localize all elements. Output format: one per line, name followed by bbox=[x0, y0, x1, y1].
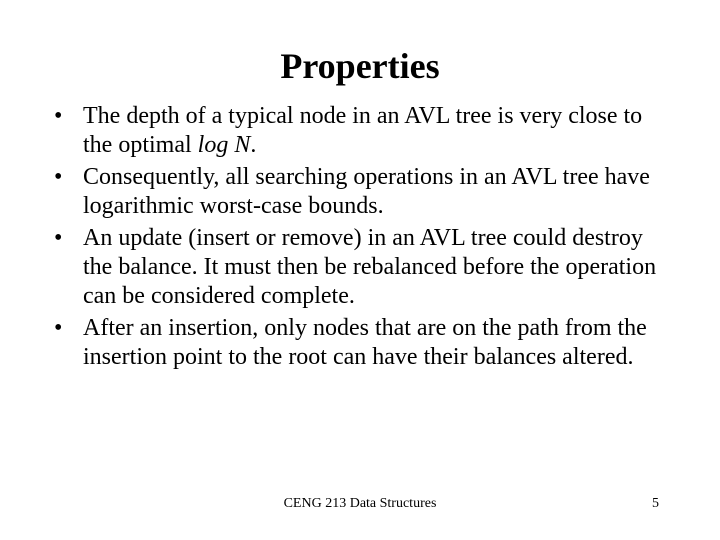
bullet-text: An update (insert or remove) in an AVL tree could destroy the balance. It must then be rebalanced before the operation can be considered complete. bbox=[83, 225, 657, 309]
bullet-list bbox=[54, 102, 674, 375]
bullet-text-part: The depth of a typical node in an AVL tree is very close to the optimal bbox=[83, 103, 643, 158]
bullet-item-insertion bbox=[54, 314, 674, 372]
bullet-item-update bbox=[54, 224, 674, 311]
bullet-icon: • bbox=[54, 225, 63, 251]
bullet-item-searching bbox=[54, 163, 674, 221]
bullet-icon: • bbox=[54, 315, 63, 341]
bullet-text-part: . bbox=[250, 132, 257, 158]
bullet-text: After an insertion, only nodes that are on the path from the insertion point to the root can have their balances altered. bbox=[83, 315, 647, 370]
bullet-text bbox=[83, 103, 642, 158]
slide-title: Properties bbox=[280, 46, 440, 86]
bullet-icon: • bbox=[54, 103, 63, 129]
bullet-text: Consequently, all searching operations in an AVL tree have logarithmic worst-case bounds. bbox=[83, 164, 650, 219]
page-number: 5 bbox=[652, 496, 659, 511]
bullet-text-math: log N bbox=[197, 132, 251, 158]
footer-course: CENG 213 Data Structures bbox=[283, 496, 437, 511]
bullet-icon: • bbox=[54, 164, 63, 190]
bullet-item-depth bbox=[54, 102, 674, 160]
